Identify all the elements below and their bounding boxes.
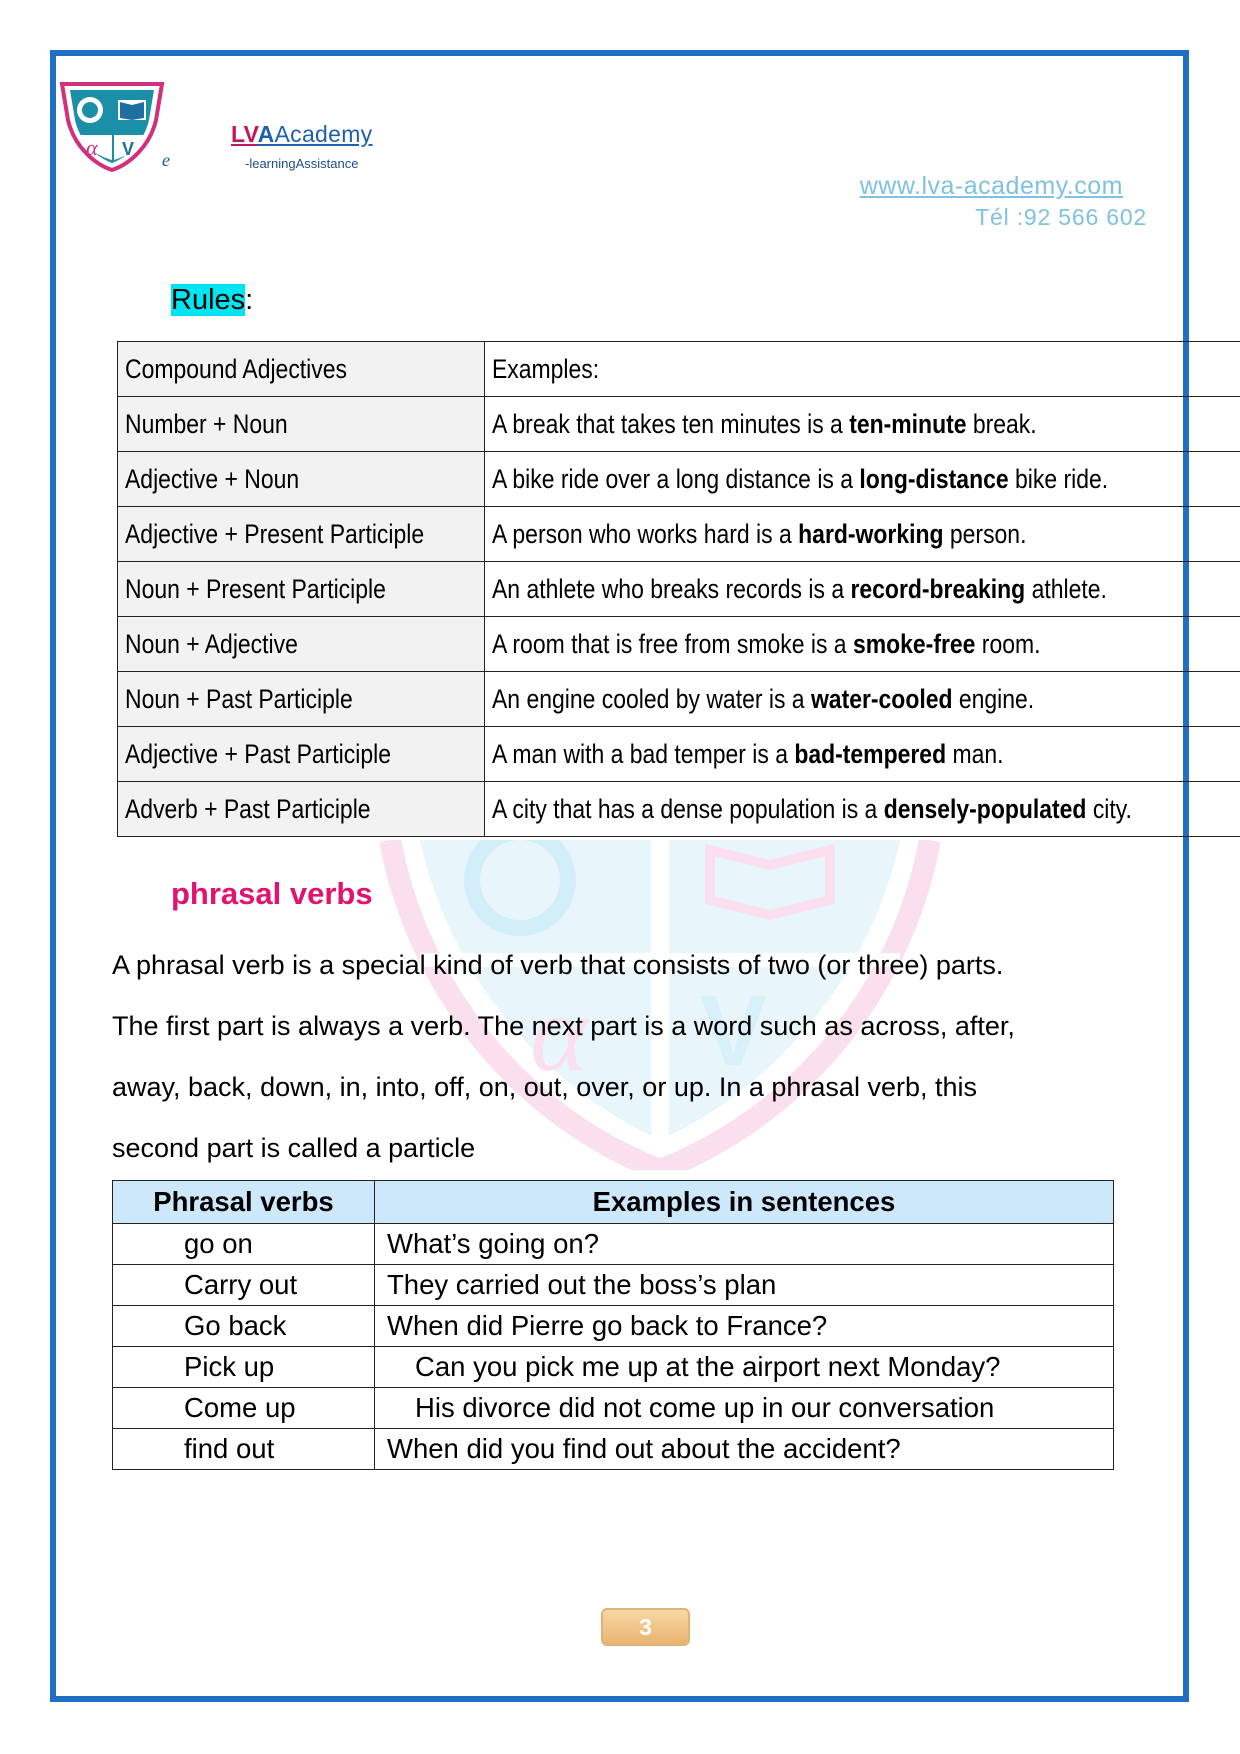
pattern-cell: Adjective + Present Participle [118, 507, 485, 562]
table-row [113, 1388, 1114, 1429]
paragraph-line: The first part is always a verb. The next part is a word such as across, after, [112, 1011, 1015, 1041]
table-header-row [113, 1181, 1114, 1224]
rules-heading [171, 284, 253, 317]
pattern-cell: Noun + Past Participle [118, 672, 485, 727]
website-link[interactable]: www.lva-academy.com [859, 172, 1123, 200]
verb-cell: Come up [113, 1388, 375, 1429]
svg-text:α: α [530, 972, 588, 1094]
phrasal-verbs-heading: phrasal verbs [171, 876, 373, 911]
verb-cell: Carry out [113, 1265, 375, 1306]
pattern-cell: Adverb + Past Participle [118, 782, 485, 837]
sentence-cell: They carried out the boss’s plan [375, 1265, 1114, 1306]
brand-tagline: -learningAssistance [245, 156, 359, 171]
verb-cell: find out [113, 1429, 375, 1470]
brand-lv: LV [231, 121, 258, 147]
rules-label: Rules [171, 284, 246, 316]
brand-name [231, 121, 372, 148]
pattern-cell: Adjective + Past Participle [118, 727, 485, 782]
compound-adjectives-table [117, 341, 1240, 837]
sentence-cell: Can you pick me up at the airport next Monday? [375, 1347, 1114, 1388]
verb-cell: Go back [113, 1306, 375, 1347]
table-header-row [118, 342, 1240, 397]
rules-colon: : [245, 284, 254, 316]
pattern-cell: Adjective + Noun [118, 452, 485, 507]
example-cell: A room that is free from smoke is a smoke-free room. [484, 617, 1240, 672]
svg-text:V: V [122, 139, 135, 159]
paragraph-line: A phrasal verb is a special kind of verb that consists of two (or three) parts. [112, 950, 1004, 980]
table-row [113, 1347, 1114, 1388]
pattern-cell: Noun + Adjective [118, 617, 485, 672]
phrasal-verb-definition [112, 935, 1142, 1179]
table-row [118, 397, 1240, 452]
example-cell: A city that has a dense population is a densely-populated city. [484, 782, 1240, 837]
phone-number: Tél :92 566 602 [975, 204, 1147, 230]
verb-cell: Pick up [113, 1347, 375, 1388]
table-row [118, 617, 1240, 672]
table-row [118, 562, 1240, 617]
example-cell: A person who works hard is a hard-working person. [484, 507, 1240, 562]
table-row [113, 1265, 1114, 1306]
academy-logo [58, 80, 166, 172]
paragraph-line: away, back, down, in, into, off, on, out, over, or up. In a phrasal verb, this [112, 1072, 977, 1102]
table-row [118, 507, 1240, 562]
header-phrasal-verbs: Phrasal verbs [113, 1181, 375, 1224]
sentence-cell: His divorce did not come up in our conversation [375, 1388, 1114, 1429]
header-compound-adjectives: Compound Adjectives [118, 342, 485, 397]
example-cell: An engine cooled by water is a water-cooled engine. [484, 672, 1240, 727]
pattern-cell: Number + Noun [118, 397, 485, 452]
header-examples: Examples: [484, 342, 1240, 397]
phrasal-verbs-table [112, 1180, 1114, 1470]
table-row [113, 1306, 1114, 1347]
brand-academy: Academy [274, 121, 373, 147]
paragraph-line: second part is called a particle [112, 1133, 476, 1163]
table-row [118, 452, 1240, 507]
table-row [113, 1429, 1114, 1470]
table-row [118, 727, 1240, 782]
header-examples-in-sentences: Examples in sentences [375, 1181, 1114, 1224]
verb-cell: go on [113, 1224, 375, 1265]
sentence-cell: When did you find out about the accident? [375, 1429, 1114, 1470]
svg-text:α: α [86, 135, 98, 160]
svg-text:V: V [700, 975, 767, 1087]
sentence-cell: What’s going on? [375, 1224, 1114, 1265]
example-cell: An athlete who breaks records is a record-breaking athlete. [484, 562, 1240, 617]
example-cell: A break that takes ten minutes is a ten-minute break. [484, 397, 1240, 452]
sentence-cell: When did Pierre go back to France? [375, 1306, 1114, 1347]
example-cell: A bike ride over a long distance is a long-distance bike ride. [484, 452, 1240, 507]
page-number: 3 [601, 1608, 690, 1646]
pattern-cell: Noun + Present Participle [118, 562, 485, 617]
table-row [118, 782, 1240, 837]
table-row [113, 1224, 1114, 1265]
example-cell: A man with a bad temper is a bad-tempered man. [484, 727, 1240, 782]
logo-e-letter: e [162, 150, 170, 170]
brand-a: A [257, 121, 275, 147]
table-row [118, 672, 1240, 727]
